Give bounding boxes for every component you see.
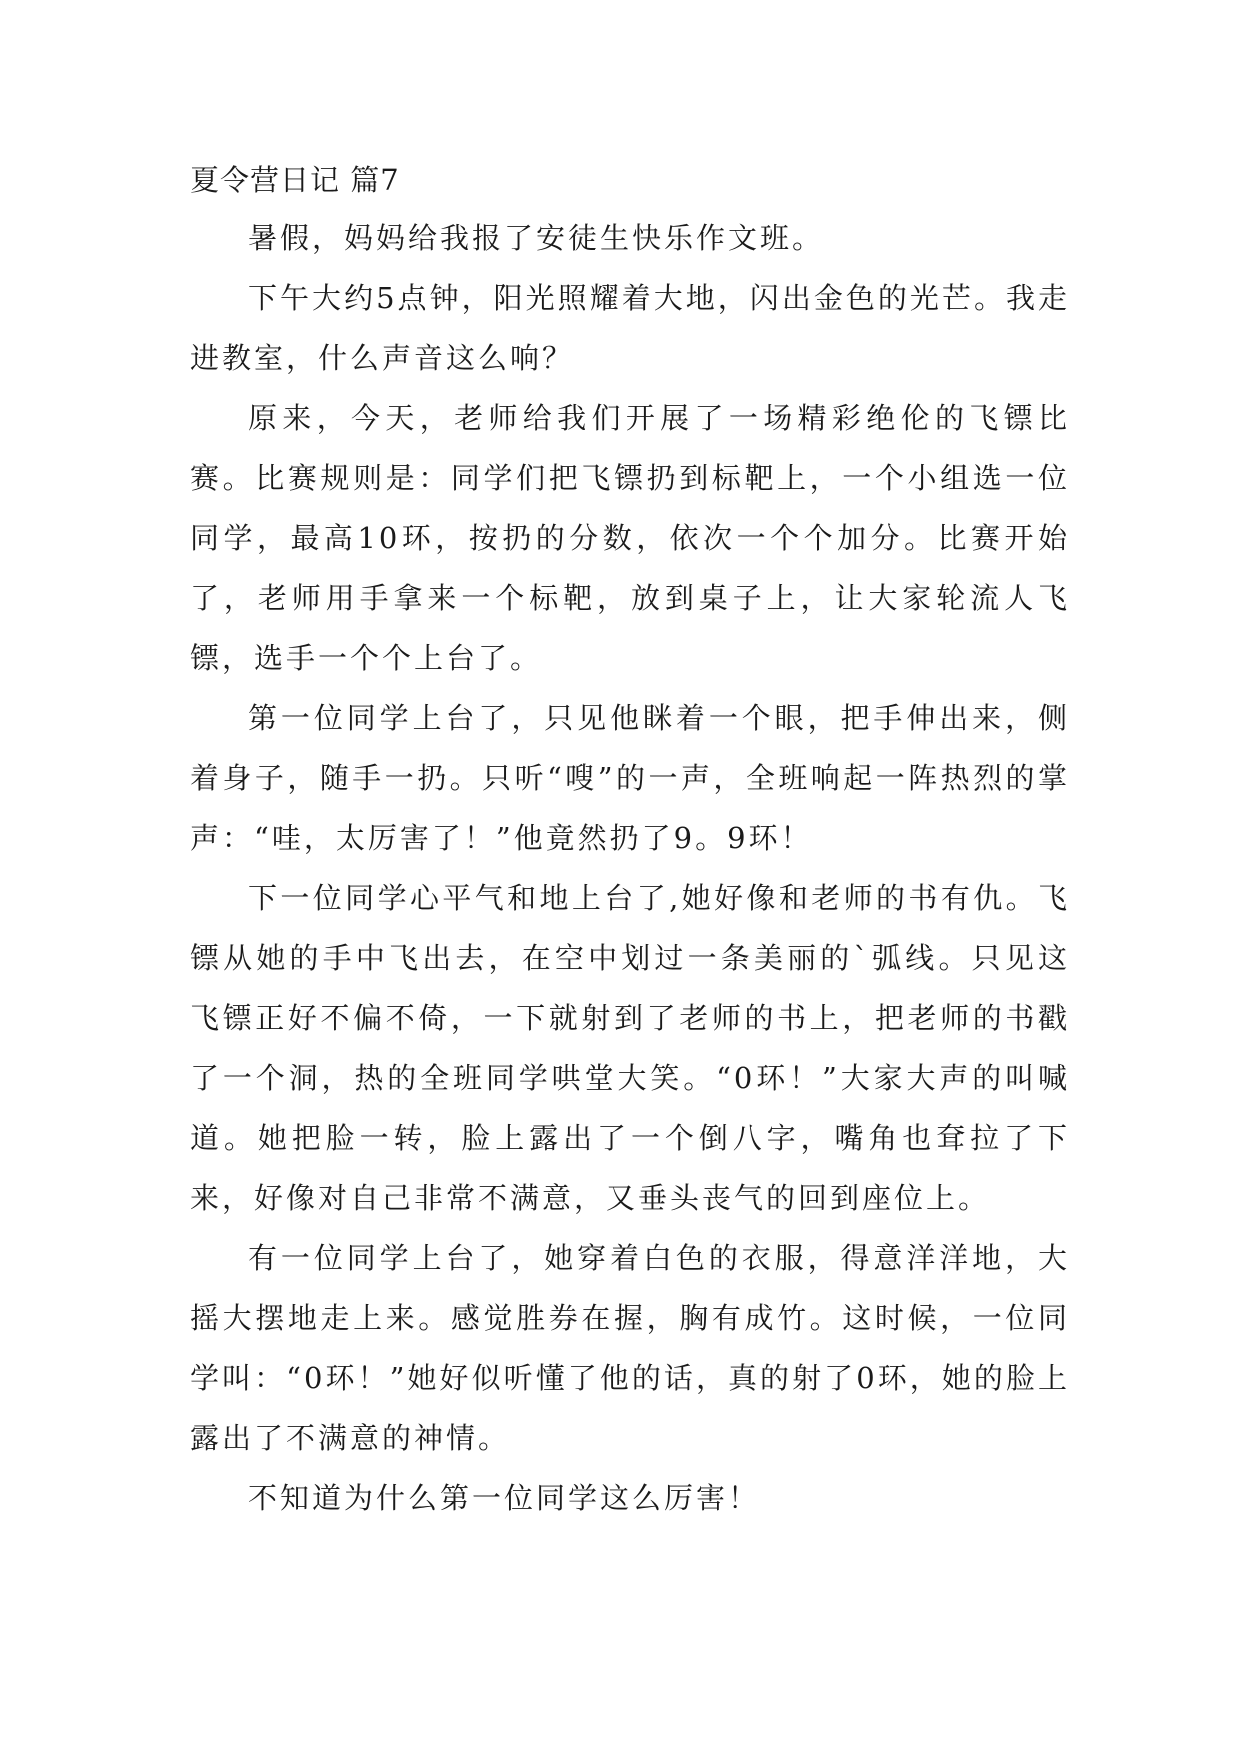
- paragraph-7: 不知道为什么第一位同学这么厉害！: [248, 1481, 761, 1515]
- paragraph-2: 下午大约5点钟，阳光照耀着大地，闪出金色的光芒。我走进教室，什么声音这么响？: [190, 281, 1070, 375]
- paragraph-4: 第一位同学上台了，只见他眯着一个眼，把手伸出来，侧着身子，随手一扔。只听“嗖”的一声，全班响起一阵热烈的掌声：“哇，太厉害了！”他竟然扔了9。9环！: [190, 701, 1070, 855]
- paragraph-5: 下一位同学心平气和地上台了,她好像和老师的书有仇。飞镖从她的手中飞出去，在空中划过一条美丽的`弧线。只见这飞镖正好不偏不倚，一下就射到了老师的书上，把老师的书戳了一个洞，热的全班同学哄堂大笑。“0环！”大家大声的叫喊道。她把脸一转，脸上露出了一个倒八字，嘴角也耷拉了下来，好像对自己非常不满意，又垂头丧气的回到座位上。: [190, 881, 1070, 1215]
- document-title: 夏令营日记 篇7: [190, 163, 400, 197]
- document-page: [190, 160, 1070, 1528]
- paragraph-1: 暑假，妈妈给我报了安徒生快乐作文班。: [248, 221, 825, 255]
- paragraph-6: 有一位同学上台了，她穿着白色的衣服，得意洋洋地，大摇大摆地走上来。感觉胜券在握，胸有成竹。这时候，一位同学叫：“0环！”她好似听懂了他的话，真的射了0环，她的脸上露出了不满意的神情。: [190, 1241, 1070, 1455]
- paragraph-3: 原来，今天，老师给我们开展了一场精彩绝伦的飞镖比赛。比赛规则是：同学们把飞镖扔到标靶上，一个小组选一位同学，最高10环，按扔的分数，依次一个个加分。比赛开始了，老师用手拿来一个标靶，放到桌子上，让大家轮流人飞镖，选手一个个上台了。: [190, 401, 1070, 675]
